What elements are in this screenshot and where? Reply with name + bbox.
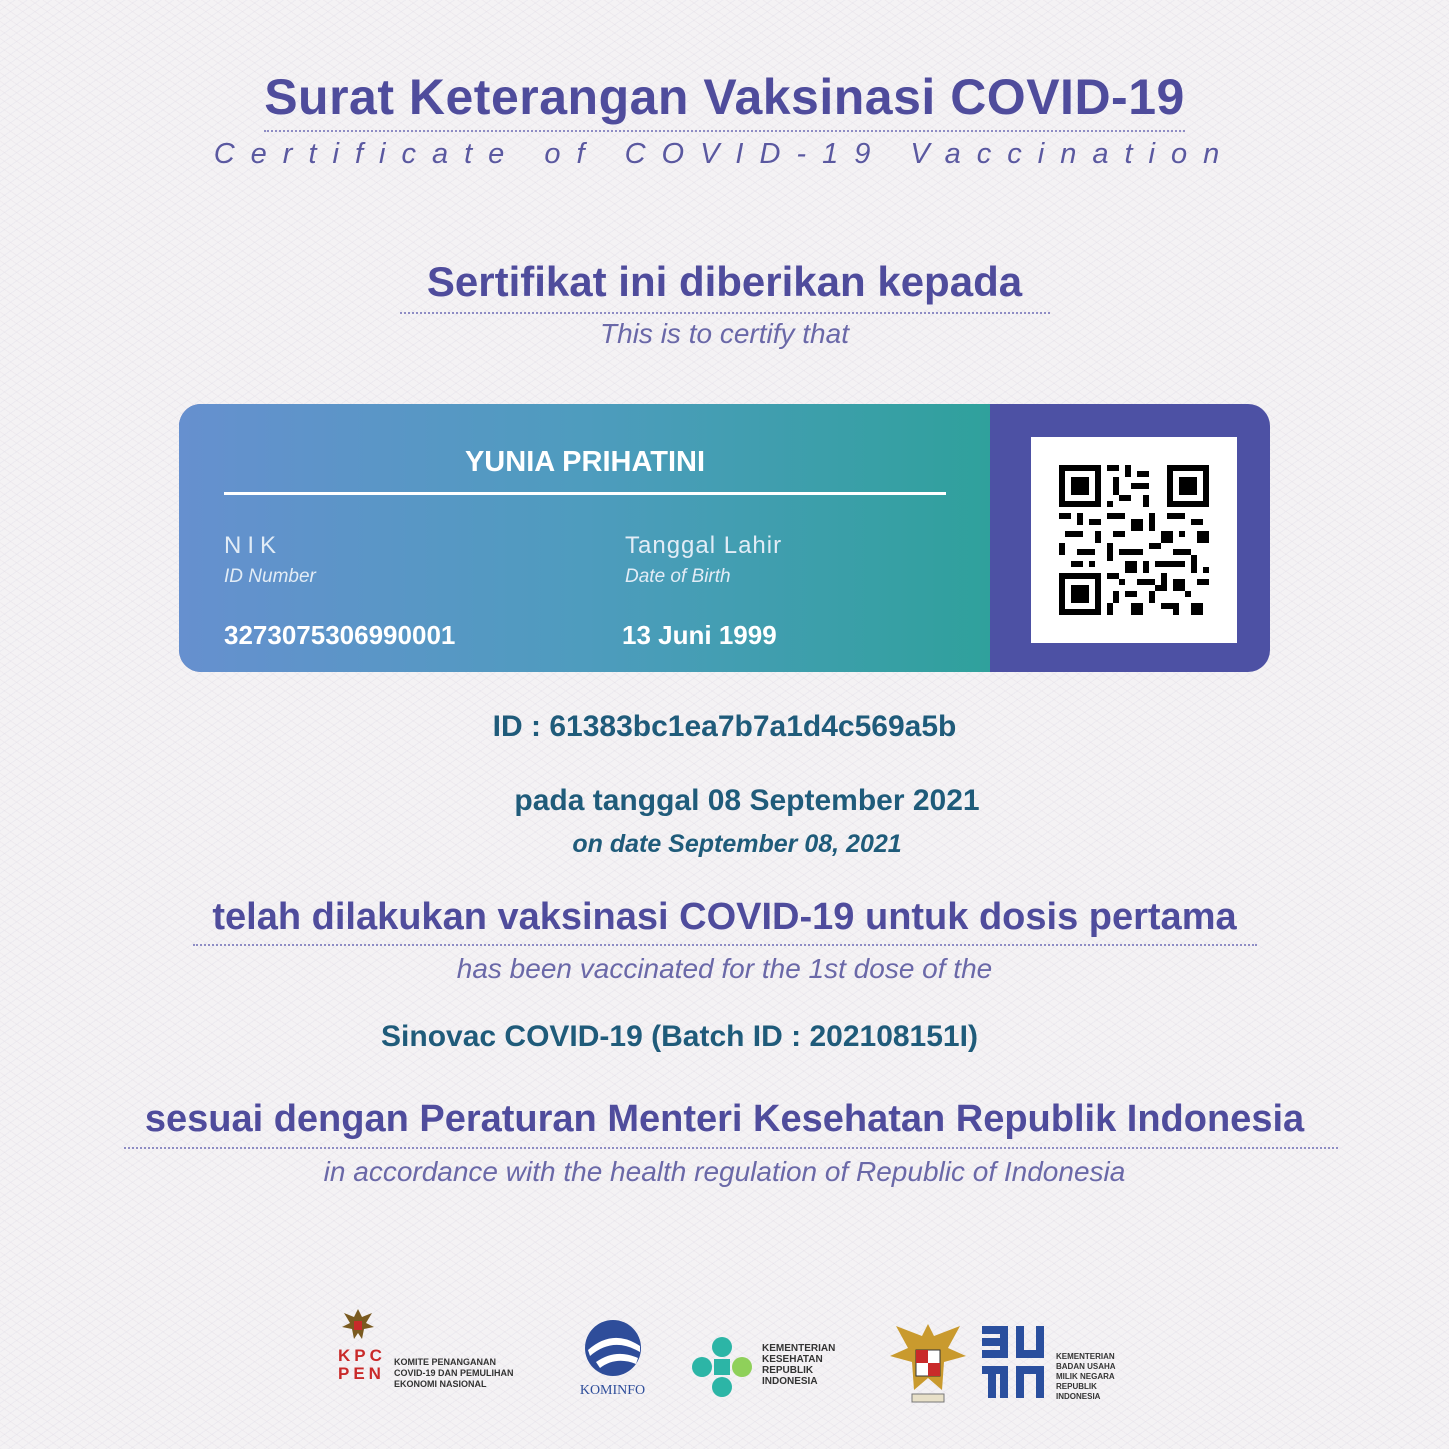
holder-name: YUNIA PRIHATINI xyxy=(464,446,706,478)
certify-heading-en: This is to certify that xyxy=(600,318,849,349)
name-underline xyxy=(224,492,946,495)
regulation-statement: sesuai dengan Peraturan Menteri Kesehatan Republik Indonesia xyxy=(144,1098,1305,1140)
identity-panel xyxy=(179,404,990,672)
certificate-subtitle: Certificate of COVID-19 Vaccination xyxy=(213,138,1236,170)
qr-code xyxy=(1031,437,1237,643)
kemenkes-icon xyxy=(690,1335,754,1399)
kominfo-logo xyxy=(570,1318,655,1408)
vaccination-date: pada tanggal 08 September 2021 xyxy=(514,784,980,817)
dob-label-en: Date of Birth xyxy=(625,566,731,587)
kemenkes-text-4: INDONESIA xyxy=(762,1376,818,1387)
kpcpen-text-1: KOMITE PENANGANAN xyxy=(394,1357,497,1367)
garuda-icon xyxy=(888,1320,968,1406)
dob-label: Tanggal Lahir xyxy=(625,532,783,559)
kominfo-text: KOMINFO xyxy=(579,1383,646,1398)
certificate-id: ID : 61383bc1ea7b7a1d4c569a5b xyxy=(492,710,957,743)
nik-label-en: ID Number xyxy=(224,566,316,587)
nik-label: NIK xyxy=(224,532,283,559)
certify-heading: Sertifikat ini diberikan kepada xyxy=(426,258,1023,305)
garuda-logo xyxy=(888,1320,968,1406)
regulation-statement-en: in accordance with the health regulation of Republic of Indonesia xyxy=(323,1156,1126,1187)
bumn-text-1: KEMENTERIAN xyxy=(1056,1352,1115,1361)
certificate-title: Surat Keterangan Vaksinasi COVID-19 xyxy=(264,69,1185,125)
bumn-text-3: MILIK NEGARA xyxy=(1056,1372,1115,1381)
garuda-small-icon xyxy=(338,1305,378,1345)
vaccination-date-en: on date September 08, 2021 xyxy=(572,830,902,858)
title-divider xyxy=(264,130,1185,132)
bumn-text-5: INDONESIA xyxy=(1056,1392,1101,1401)
vaccination-statement-en: has been vaccinated for the 1st dose of the xyxy=(456,953,993,984)
kominfo-icon xyxy=(578,1318,648,1378)
vaccine-batch: Sinovac COVID-19 (Batch ID : 202108151I) xyxy=(381,1020,978,1053)
kpcpen-logo xyxy=(338,1305,538,1405)
kemenkes-text-1: KEMENTERIAN xyxy=(762,1343,836,1354)
kemenkes-text-3: REPUBLIK xyxy=(762,1365,814,1376)
bumn-text-2: BADAN USAHA xyxy=(1056,1362,1116,1371)
vaccination-divider xyxy=(193,944,1257,946)
kpcpen-abbr-bottom: PEN xyxy=(338,1364,385,1383)
kemenkes-text-2: KESEHATAN xyxy=(762,1354,823,1365)
vaccination-statement: telah dilakukan vaksinasi COVID-19 untuk dosis pertama xyxy=(212,896,1237,938)
identity-card xyxy=(179,404,1270,672)
kemenkes-logo xyxy=(690,1335,850,1405)
regulation-divider xyxy=(124,1147,1338,1149)
dob-value: 13 Juni 1999 xyxy=(622,620,777,650)
bumn-text-4: REPUBLIK xyxy=(1056,1382,1097,1391)
kpcpen-text-3: EKONOMI NASIONAL xyxy=(394,1379,487,1389)
certify-divider xyxy=(400,312,1050,314)
nik-value: 3273075306990001 xyxy=(224,620,456,650)
kpcpen-abbr-top: KPC xyxy=(338,1346,386,1365)
kpcpen-text-2: COVID-19 DAN PEMULIHAN xyxy=(394,1368,514,1378)
bumn-icon xyxy=(978,1322,1048,1402)
qr-code-icon xyxy=(1059,465,1209,615)
bumn-logo xyxy=(978,1322,1118,1406)
